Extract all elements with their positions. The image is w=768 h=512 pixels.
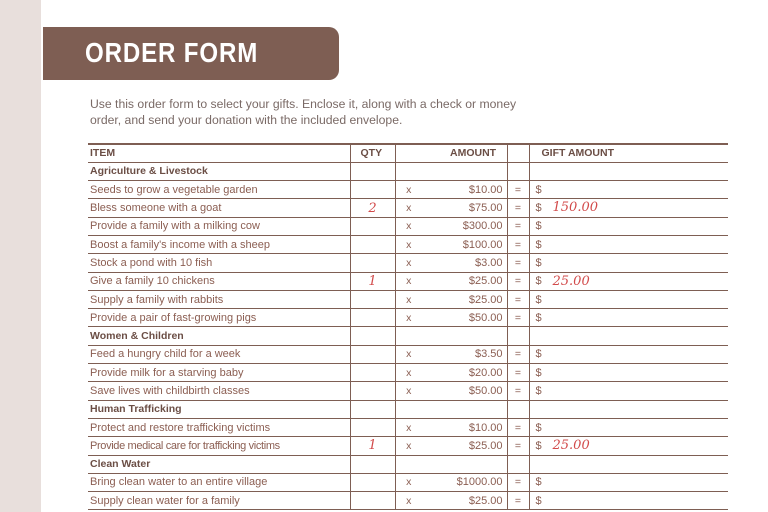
equals-sign: = [507, 217, 529, 235]
gift-amount-field[interactable] [529, 217, 728, 235]
header-spacer [395, 144, 422, 162]
item-label: Stock a pond with 10 fish [88, 254, 350, 272]
unit-amount: $25.00 [422, 272, 507, 290]
times-sign: x [395, 254, 422, 272]
dollar-sign: $ [535, 202, 542, 215]
qty-field[interactable] [350, 290, 395, 308]
dollar-sign: $ [535, 385, 542, 397]
item-row [88, 309, 728, 327]
amount-cell [422, 162, 507, 180]
dollar-sign: $ [535, 256, 542, 269]
category-label: Agriculture & Livestock [88, 162, 350, 180]
gift-amount-field[interactable] [529, 492, 728, 510]
item-row [88, 199, 728, 217]
qty-field[interactable] [350, 309, 395, 327]
unit-amount: $20.00 [422, 364, 507, 382]
gift-amount-field[interactable] [529, 345, 728, 363]
equals-cell [507, 162, 529, 180]
times-sign: x [395, 272, 422, 290]
times-sign: x [395, 492, 422, 510]
qty-field[interactable] [350, 437, 395, 455]
item-row [88, 217, 728, 235]
dollar-sign: $ [535, 439, 542, 452]
item-label: Supply a family with rabbits [88, 290, 350, 308]
amount-cell [422, 455, 507, 473]
dollar-sign: $ [535, 476, 542, 489]
times-sign: x [395, 235, 422, 253]
qty-field[interactable] [350, 217, 395, 235]
gift-handwritten-value: 150.00 [552, 200, 598, 216]
qty-cell [350, 162, 395, 180]
dollar-sign: $ [535, 366, 542, 379]
qty-field[interactable] [350, 492, 395, 510]
item-label: Bless someone with a goat [88, 199, 350, 217]
gift-amount-field[interactable] [529, 418, 728, 436]
times-sign: x [395, 309, 422, 327]
item-row [88, 437, 728, 455]
gift-amount-field[interactable] [529, 181, 728, 199]
qty-field[interactable] [350, 272, 395, 290]
item-row [88, 492, 728, 510]
gift-cell [529, 162, 728, 180]
dollar-sign: $ [535, 293, 542, 306]
dollar-sign: $ [535, 220, 542, 233]
qty-field[interactable] [350, 199, 395, 217]
dollar-sign: $ [535, 494, 542, 507]
item-label: Supply clean water for a family [88, 492, 350, 510]
item-row [88, 345, 728, 363]
times-sign: x [395, 345, 422, 363]
gift-amount-field[interactable] [529, 364, 728, 382]
category-label: Human Trafficking [88, 400, 350, 418]
item-row [88, 364, 728, 382]
equals-sign: = [507, 473, 529, 491]
header-qty: QTY [350, 144, 395, 162]
dollar-sign: $ [535, 238, 542, 251]
gift-amount-field[interactable] [529, 254, 728, 272]
qty-field[interactable] [350, 254, 395, 272]
equals-sign: = [507, 199, 529, 217]
times-sign: x [395, 418, 422, 436]
intro-text: Use this order form to select your gifts. Enclose it, along with a check or money order, and send your donation with the included envelope. [90, 97, 517, 127]
qty-cell [350, 400, 395, 418]
gift-amount-field[interactable] [529, 290, 728, 308]
category-row [88, 162, 728, 180]
times-cell [395, 162, 422, 180]
dollar-sign: $ [535, 311, 542, 324]
unit-amount: $25.00 [422, 437, 507, 455]
qty-field[interactable] [350, 418, 395, 436]
unit-amount: $100.00 [422, 235, 507, 253]
order-table [88, 143, 728, 510]
qty-handwritten-value: 1 [368, 438, 377, 454]
dollar-sign: $ [535, 421, 542, 434]
header-item: ITEM [88, 144, 350, 162]
equals-sign: = [507, 309, 529, 327]
equals-sign: = [507, 437, 529, 455]
item-label: Protect and restore trafficking victims [88, 418, 350, 436]
unit-amount: $10.00 [422, 418, 507, 436]
item-label: Bring clean water to an entire village [88, 473, 350, 491]
unit-amount: $1000.00 [422, 473, 507, 491]
unit-amount: $10.00 [422, 181, 507, 199]
qty-handwritten-value: 2 [368, 200, 377, 216]
equals-sign: = [507, 254, 529, 272]
item-row [88, 382, 728, 400]
gift-amount-field[interactable] [529, 235, 728, 253]
unit-amount: $25.00 [422, 492, 507, 510]
qty-field[interactable] [350, 364, 395, 382]
equals-cell [507, 400, 529, 418]
times-sign: x [395, 364, 422, 382]
qty-cell [350, 327, 395, 345]
times-sign: x [395, 473, 422, 491]
table-header-row [88, 144, 728, 162]
equals-cell [507, 327, 529, 345]
header-gift: GIFT AMOUNT [529, 144, 728, 162]
gift-amount-field[interactable] [529, 309, 728, 327]
gift-cell [529, 327, 728, 345]
equals-sign: = [507, 364, 529, 382]
times-sign: x [395, 290, 422, 308]
page-title: ORDER FORM [85, 37, 259, 68]
item-row [88, 290, 728, 308]
gift-amount-field[interactable] [529, 272, 728, 290]
qty-cell [350, 455, 395, 473]
item-label: Provide a pair of fast-growing pigs [88, 309, 350, 327]
item-row [88, 272, 728, 290]
gift-cell [529, 455, 728, 473]
times-sign: x [395, 199, 422, 217]
dollar-sign: $ [535, 183, 542, 196]
times-cell [395, 400, 422, 418]
category-label: Clean Water [88, 455, 350, 473]
unit-amount: $3.50 [422, 345, 507, 363]
item-row [88, 235, 728, 253]
times-sign: x [395, 181, 422, 199]
item-row [88, 181, 728, 199]
header-spacer-2 [507, 144, 529, 162]
qty-field[interactable] [350, 345, 395, 363]
gift-amount-field[interactable] [529, 437, 728, 455]
times-cell [395, 327, 422, 345]
equals-sign: = [507, 272, 529, 290]
category-row [88, 327, 728, 345]
times-sign: x [395, 217, 422, 235]
amount-cell [422, 327, 507, 345]
equals-sign: = [507, 181, 529, 199]
gift-cell [529, 400, 728, 418]
gift-amount-field[interactable] [529, 473, 728, 491]
category-row [88, 455, 728, 473]
equals-cell [507, 455, 529, 473]
equals-sign: = [507, 345, 529, 363]
category-row [88, 400, 728, 418]
qty-field[interactable] [350, 181, 395, 199]
qty-field[interactable] [350, 473, 395, 491]
qty-handwritten-value: 1 [368, 273, 377, 289]
category-label: Women & Children [88, 327, 350, 345]
item-row [88, 473, 728, 491]
header-amount: AMOUNT [422, 144, 507, 162]
unit-amount: $50.00 [422, 309, 507, 327]
times-sign: x [395, 437, 422, 455]
times-cell [395, 455, 422, 473]
item-row [88, 254, 728, 272]
unit-amount: $75.00 [422, 199, 507, 217]
equals-sign: = [507, 492, 529, 510]
gift-amount-field[interactable] [529, 199, 728, 217]
item-label: Provide milk for a starving baby [88, 364, 350, 382]
item-label: Provide medical care for trafficking victims [88, 437, 350, 455]
equals-sign: = [507, 290, 529, 308]
item-label: Save lives with childbirth classes [88, 382, 350, 400]
item-label: Boost a family's income with a sheep [88, 235, 350, 253]
dollar-sign: $ [535, 348, 542, 361]
unit-amount: $50.00 [422, 382, 507, 400]
item-row [88, 418, 728, 436]
item-label: Provide a family with a milking cow [88, 217, 350, 235]
times-sign: x [395, 382, 422, 400]
item-label: Feed a hungry child for a week [88, 345, 350, 363]
title-banner [43, 27, 339, 80]
amount-cell [422, 400, 507, 418]
gift-handwritten-value: 25.00 [552, 438, 590, 454]
dollar-sign: $ [535, 275, 542, 288]
item-label: Give a family 10 chickens [88, 272, 350, 290]
unit-amount: $25.00 [422, 290, 507, 308]
equals-sign: = [507, 382, 529, 400]
equals-sign: = [507, 418, 529, 436]
gift-amount-field[interactable] [529, 382, 728, 400]
qty-field[interactable] [350, 235, 395, 253]
equals-sign: = [507, 235, 529, 253]
qty-field[interactable] [350, 382, 395, 400]
gift-handwritten-value: 25.00 [552, 273, 590, 289]
unit-amount: $3.00 [422, 254, 507, 272]
side-strip [0, 0, 41, 512]
unit-amount: $300.00 [422, 217, 507, 235]
item-label: Seeds to grow a vegetable garden [88, 181, 350, 199]
